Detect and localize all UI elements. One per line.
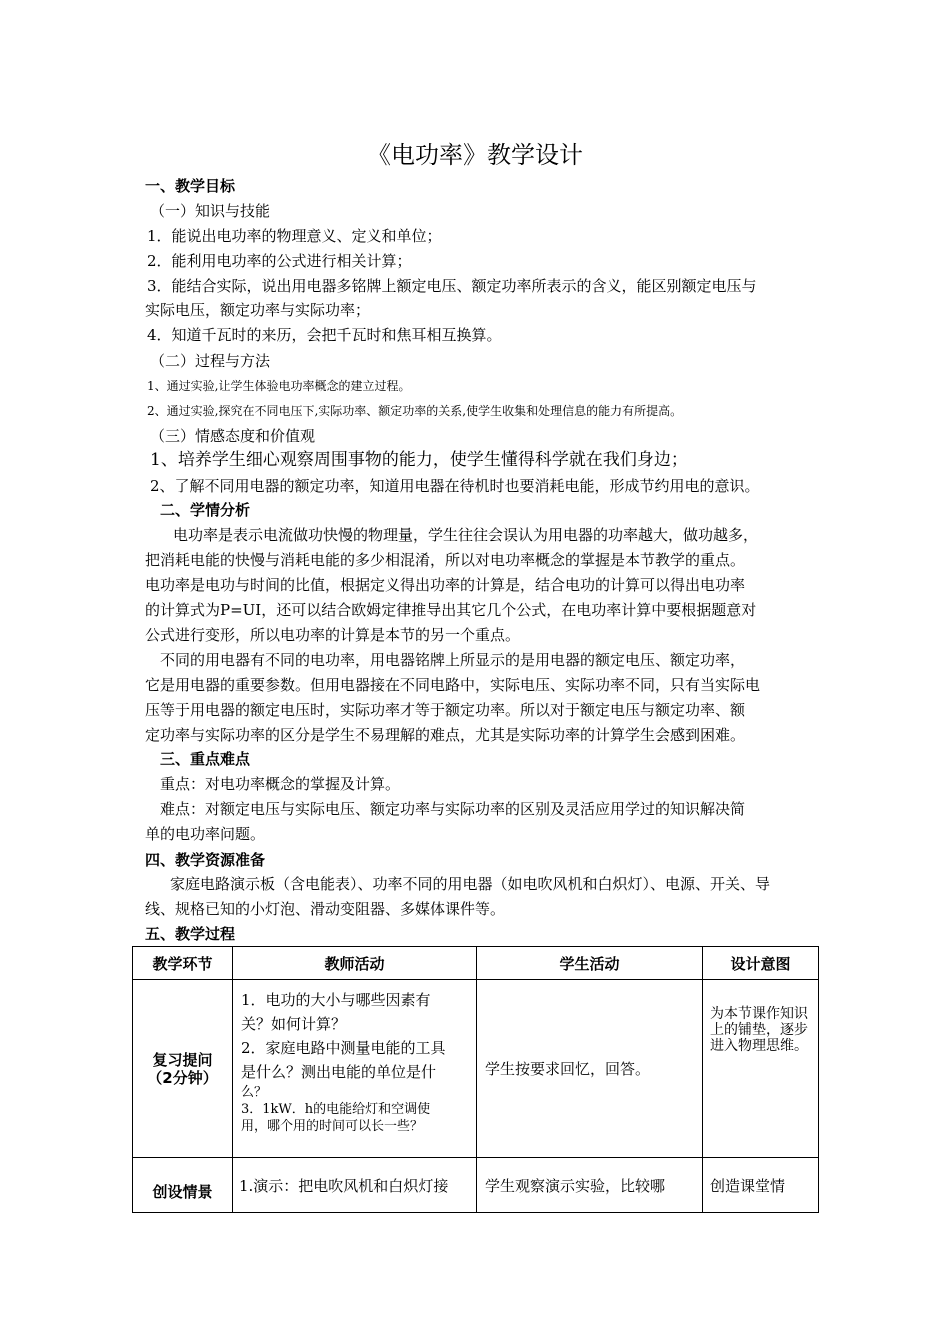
resources-line: 线、规格已知的小灯泡、滑动变阻器、多媒体课件等。 — [145, 900, 506, 918]
teacher-activity-line: 2．家庭电路中测量电能的工具 — [241, 1039, 446, 1057]
section-heading-key-points: 三、重点难点 — [160, 750, 251, 768]
objective-item: 3．能结合实际，说出用电器多铭牌上额定电压、额定功率所表示的含义，能区别额定电压与 — [147, 277, 757, 295]
student-activity-cell: 学生按要求回忆，回答。 — [477, 980, 703, 1158]
analysis-line: 电功率是表示电流做功快慢的物理量，学生往往会误认为用电器的功率越大，做功越多， — [173, 526, 759, 544]
subheading-process: （二）过程与方法 — [150, 352, 271, 370]
stage-cell — [133, 980, 233, 1158]
stage-cell: 创设情景 — [133, 1158, 233, 1213]
document-title: 《电功率》教学设计 — [367, 141, 583, 169]
teacher-activity-cell — [233, 980, 477, 1158]
analysis-line: 把消耗电能的快慢与消耗电能的多少相混淆，所以对电功率概念的掌握是本节教学的重点。 — [145, 551, 746, 569]
teacher-activity-line: 是什么？测出电能的单位是什 — [241, 1063, 437, 1081]
section-heading-resources: 四、教学资源准备 — [145, 851, 266, 869]
teaching-process-table — [132, 946, 819, 1213]
stage-label: 复习提问 — [152, 1050, 213, 1069]
table-header-row — [133, 947, 819, 980]
section-heading-objectives: 一、教学目标 — [145, 177, 236, 195]
teacher-activity-cell: 1.演示：把电吹风机和白炽灯接 — [233, 1158, 477, 1213]
process-item: 1、通过实验,让学生体验电功率概念的建立过程。 — [147, 379, 411, 393]
teacher-activity-line: 3．1kW．h的电能给灯和空调使 — [241, 1102, 431, 1117]
teacher-activity-line: 用，哪个用的时间可以长一些？ — [241, 1119, 424, 1134]
subheading-attitude: （三）情感态度和价值观 — [150, 427, 316, 445]
objective-item: 4．知道千瓦时的来历，会把千瓦时和焦耳相互换算。 — [147, 326, 502, 344]
attitude-item: 1、培养学生细心观察周围事物的能力，使学生懂得科学就在我们身边； — [150, 450, 688, 470]
objective-item-cont: 实际电压，额定功率与实际功率； — [145, 301, 371, 319]
student-activity-cell: 学生观察演示实验，比较哪 — [477, 1158, 703, 1213]
analysis-line: 它是用电器的重要参数。但用电器接在不同电路中，实际电压、实际功率不同，只有当实际电 — [145, 676, 761, 694]
objective-item: 1．能说出电功率的物理意义、定义和单位； — [147, 227, 442, 245]
analysis-line: 不同的用电器有不同的电功率，用电器铭牌上所显示的是用电器的额定电压、额定功率， — [160, 651, 746, 669]
difficulty-line: 单的电功率问题。 — [145, 825, 266, 843]
teacher-activity-line: 么？ — [241, 1085, 268, 1100]
table-row — [133, 980, 819, 1158]
analysis-line: 的计算式为P=UI，还可以结合欧姆定律推导出其它几个公式，在电功率计算中要根据题意对 — [145, 601, 757, 619]
subheading-knowledge: （一）知识与技能 — [150, 202, 271, 220]
section-heading-process: 五、教学过程 — [145, 925, 236, 943]
key-point: 重点：对电功率概念的掌握及计算。 — [160, 775, 401, 793]
objective-item: 2．能利用电功率的公式进行相关计算； — [147, 252, 412, 270]
analysis-line: 公式进行变形，所以电功率的计算是本节的另一个重点。 — [145, 626, 521, 644]
analysis-line: 电功率是电功与时间的比值，根据定义得出功率的计算是，结合电功的计算可以得出电功率 — [145, 576, 746, 594]
stage-duration: （2分钟） — [147, 1068, 218, 1087]
design-intent-cell: 为本节课作知识上的铺垫，逐步进入物理思维。 — [703, 980, 819, 1158]
analysis-line: 定功率与实际功率的区分是学生不易理解的难点，尤其是实际功率的计算学生会感到困难。 — [145, 726, 746, 744]
process-item: 2、通过实验,探究在不同电压下,实际功率、额定功率的关系,使学生收集和处理信息的能力有所提高。 — [147, 404, 683, 418]
design-intent-cell: 创造课堂情 — [703, 1158, 819, 1213]
analysis-line: 压等于用电器的额定电压时，实际功率才等于额定功率。所以对于额定电压与额定功率、额 — [145, 701, 746, 719]
header-stage: 教学环节 — [133, 947, 233, 980]
header-student: 学生活动 — [477, 947, 703, 980]
teacher-activity-line: 1．电功的大小与哪些因素有 — [241, 991, 431, 1009]
difficulty-line: 难点：对额定电压与实际电压、额定功率与实际功率的区别及灵活应用学过的知识解决简 — [160, 800, 746, 818]
table-row — [133, 1158, 819, 1213]
attitude-item: 2、了解不同用电器的额定功率，知道用电器在待机时也要消耗电能，形成节约用电的意识。 — [150, 477, 760, 495]
header-intent: 设计意图 — [703, 947, 819, 980]
teacher-activity-line: 关？如何计算？ — [241, 1015, 347, 1033]
resources-line: 家庭电路演示板（含电能表）、功率不同的用电器（如电吹风机和白炽灯）、电源、开关、导 — [170, 875, 771, 893]
section-heading-analysis: 二、学情分析 — [160, 501, 251, 519]
header-teacher: 教师活动 — [233, 947, 477, 980]
